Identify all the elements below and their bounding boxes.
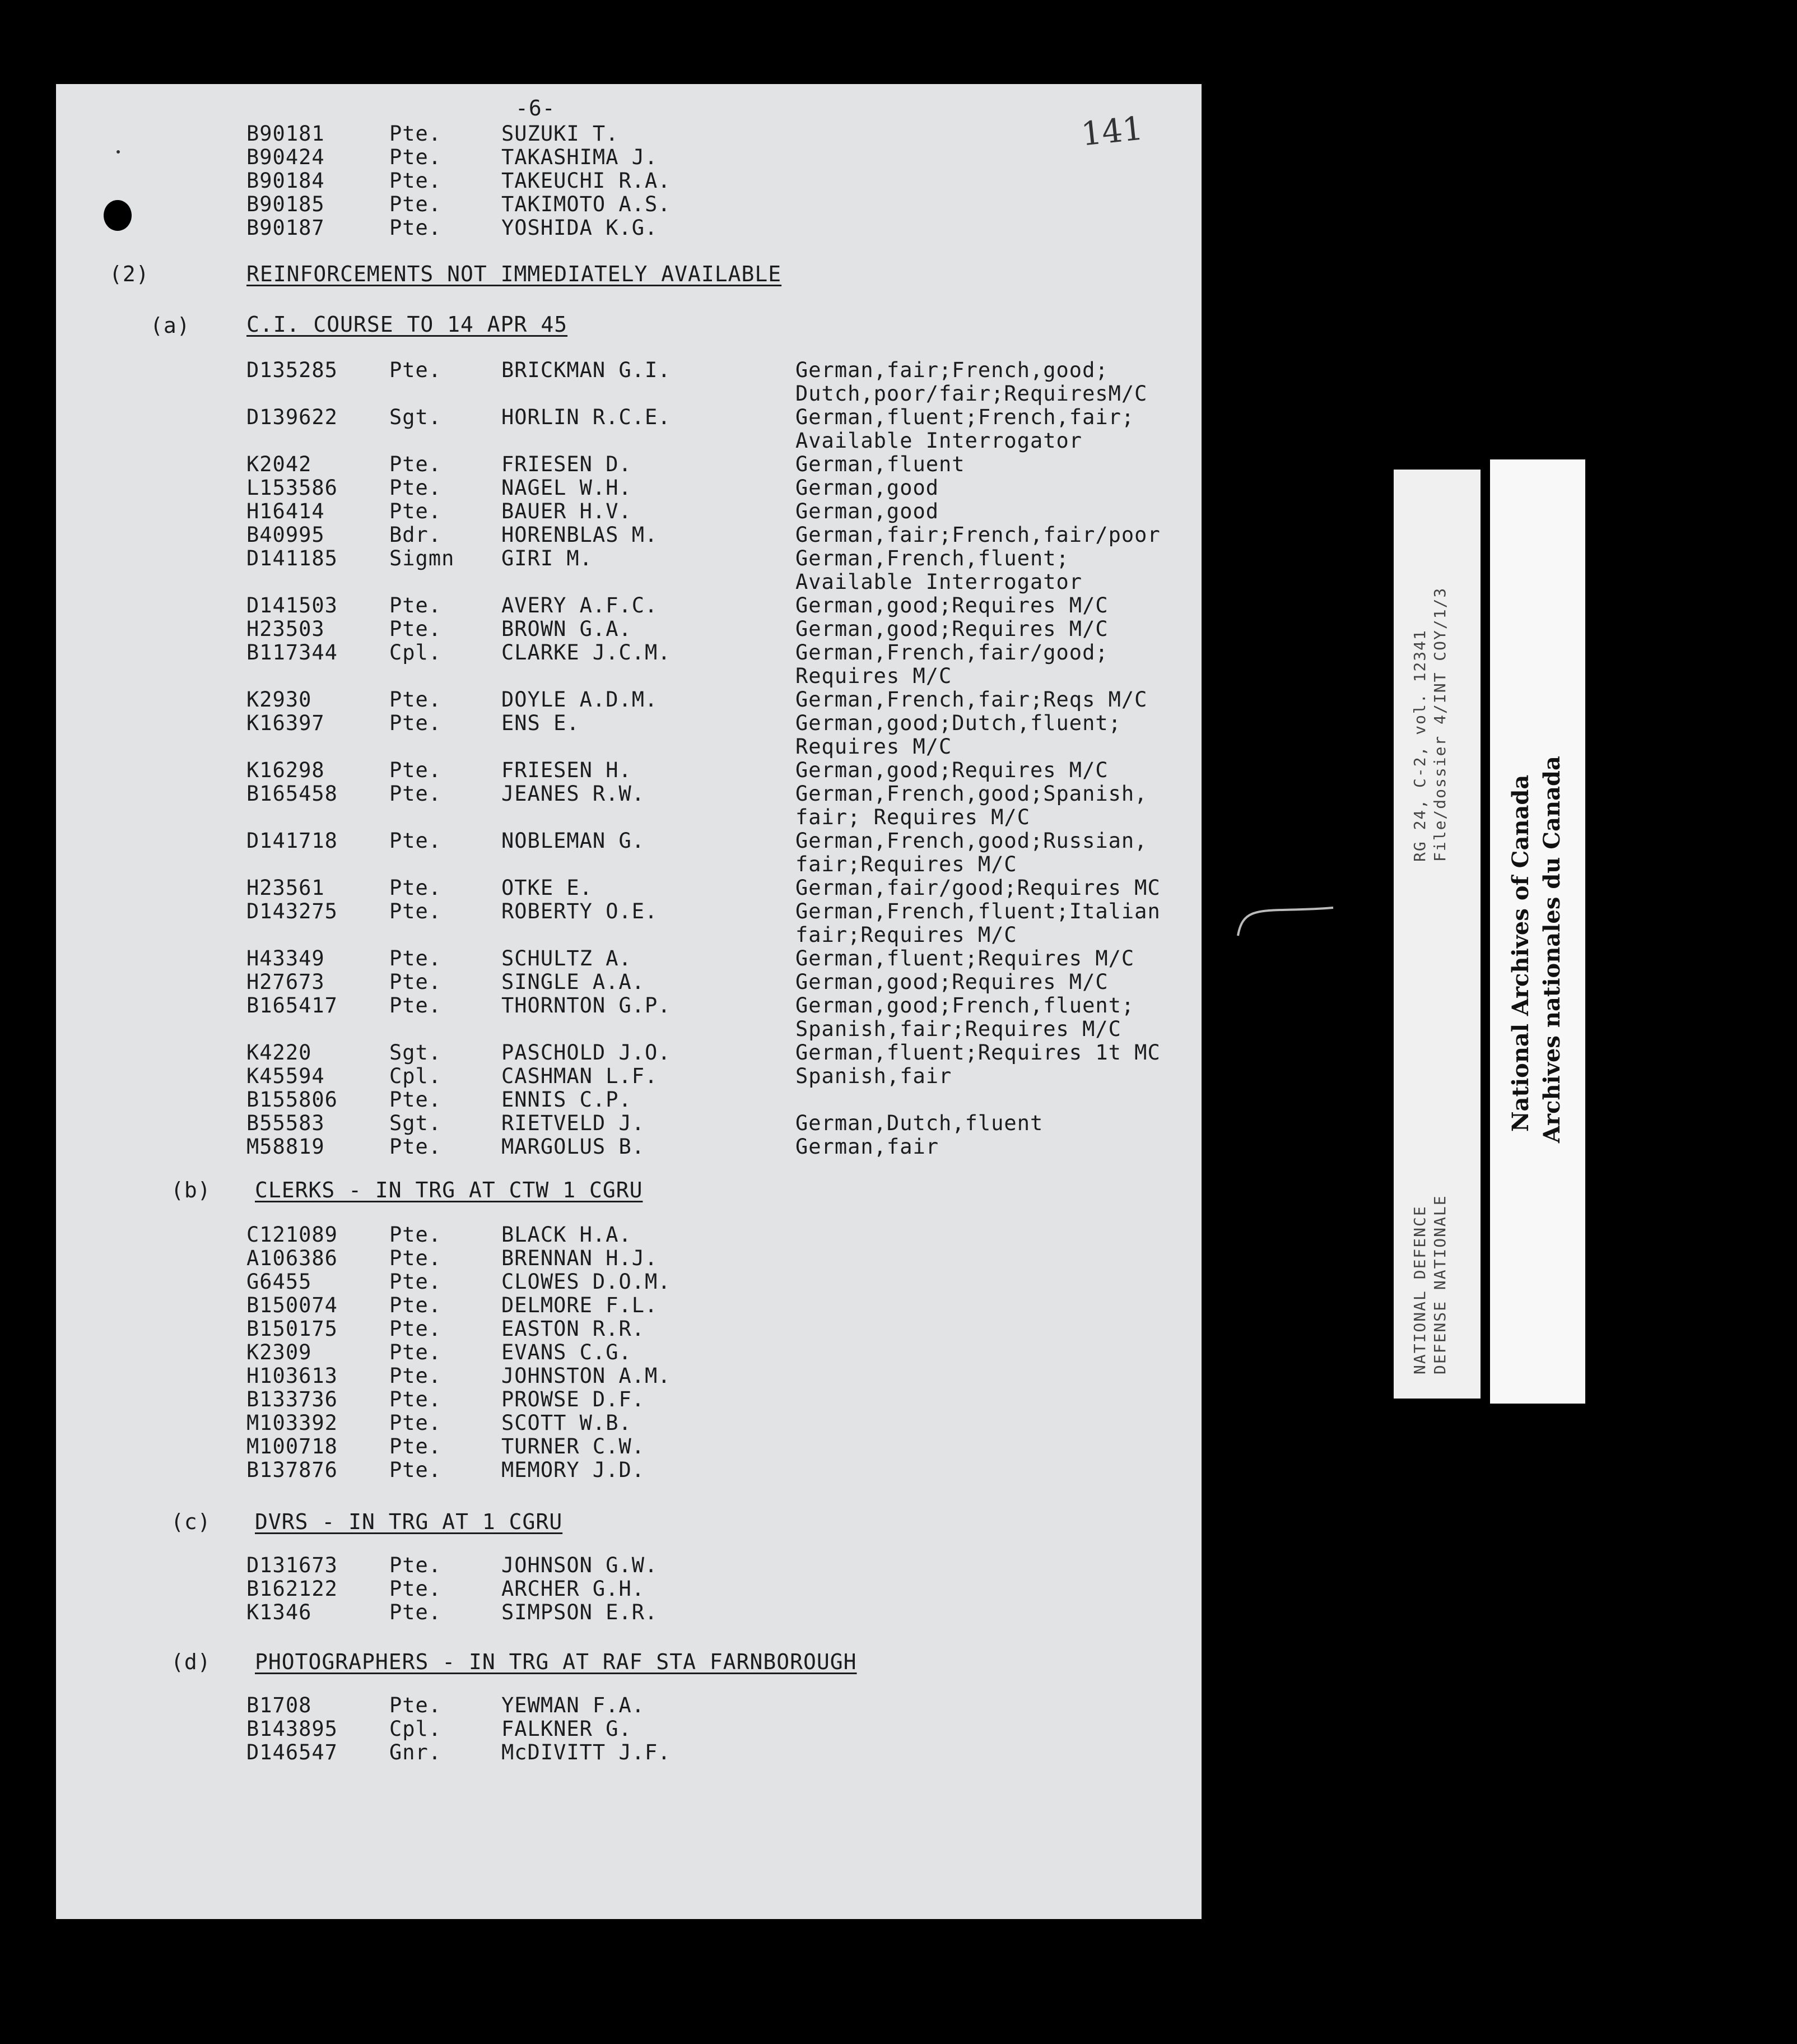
service-number: K16397: [246, 711, 325, 735]
service-number: K45594: [246, 1064, 325, 1088]
rank: Pte.: [389, 876, 442, 900]
reference-line-2: File/dossier 4/INT COY/1/3: [1431, 587, 1449, 862]
personnel-row: [56, 970, 1202, 994]
personnel-row: [56, 358, 1202, 406]
personnel-row: [56, 1554, 1202, 1577]
language-qualifications: German,fluent;French,fair; Available Interrogator: [795, 405, 1135, 453]
service-number: G6455: [246, 1270, 312, 1294]
service-number: B90184: [246, 169, 325, 193]
subsection-a-letter: (a): [150, 313, 190, 338]
rank: Pte.: [389, 122, 442, 146]
service-number: B90187: [246, 216, 325, 240]
person-name: FALKNER G.: [501, 1717, 632, 1741]
language-qualifications: German,French,good;Russian, fair;Requires M/C: [795, 829, 1148, 876]
person-name: HORENBLAS M.: [501, 523, 658, 547]
language-qualifications: German,fluent;Requires 1t MC: [795, 1040, 1161, 1065]
personnel-row: [56, 829, 1202, 876]
archives-name-french: Archives nationales du Canada: [1539, 756, 1565, 1143]
rank: Cpl.: [389, 640, 442, 665]
personnel-row: [56, 476, 1202, 500]
person-name: CLARKE J.C.M.: [501, 640, 671, 665]
rank: Sigmn: [389, 546, 455, 570]
rank: Pte.: [389, 1387, 442, 1411]
person-name: TAKIMOTO A.S.: [501, 192, 671, 216]
section-heading: REINFORCEMENTS NOT IMMEDIATELY AVAILABLE: [246, 262, 782, 286]
person-name: OTKE E.: [501, 876, 593, 900]
person-name: BRENNAN H.J.: [501, 1246, 658, 1270]
service-number: K16298: [246, 758, 325, 782]
service-number: H16414: [246, 499, 325, 523]
personnel-row: [56, 1088, 1202, 1112]
person-name: MARGOLUS B.: [501, 1135, 645, 1159]
personnel-row: [56, 1317, 1202, 1341]
page-number: -6-: [515, 96, 556, 120]
language-qualifications: Spanish,fair: [795, 1064, 952, 1088]
rank: Pte.: [389, 1223, 442, 1247]
rank: Sgt.: [389, 1111, 442, 1135]
section-number: (2): [109, 262, 150, 286]
service-number: B137876: [246, 1458, 338, 1482]
rank: Pte.: [389, 782, 442, 806]
service-number: B90181: [246, 122, 325, 146]
subsection-c-heading: DVRS - IN TRG AT 1 CGRU: [255, 1509, 563, 1534]
rank: Pte.: [389, 499, 442, 523]
rank: Pte.: [389, 1434, 442, 1458]
personnel-row: [56, 899, 1202, 947]
personnel-row: [56, 594, 1202, 617]
personnel-row: [56, 1041, 1202, 1065]
department-line-1: NATIONAL DEFENCE: [1410, 1205, 1429, 1374]
service-number: B133736: [246, 1387, 338, 1411]
rank: Pte.: [389, 1340, 442, 1364]
rank: Pte.: [389, 711, 442, 735]
person-name: HORLIN R.C.E.: [501, 405, 671, 429]
language-qualifications: German,good;Dutch,fluent; Requires M/C: [795, 711, 1121, 759]
person-name: DELMORE F.L.: [501, 1293, 658, 1317]
personnel-row: [56, 122, 1202, 146]
personnel-row: [56, 1458, 1202, 1482]
service-number: H23503: [246, 617, 325, 641]
subsection-b-heading: CLERKS - IN TRG AT CTW 1 CGRU: [255, 1178, 643, 1202]
service-number: D141718: [246, 829, 338, 853]
personnel-row: [56, 523, 1202, 547]
rank: Pte.: [389, 1088, 442, 1112]
service-number: M100718: [246, 1434, 338, 1458]
personnel-row: [56, 688, 1202, 712]
service-number: D139622: [246, 405, 338, 429]
person-name: CASHMAN L.F.: [501, 1064, 658, 1088]
person-name: GIRI M.: [501, 546, 593, 570]
subsection-b-letter: (b): [171, 1178, 211, 1202]
person-name: CLOWES D.O.M.: [501, 1270, 671, 1294]
personnel-row: [56, 1294, 1202, 1317]
service-number: B90424: [246, 145, 325, 169]
language-qualifications: German,good;Requires M/C: [795, 970, 1109, 994]
reference-line-1: RG 24, C-2, vol. 12341: [1410, 629, 1429, 862]
language-qualifications: German,French,fair/good; Requires M/C: [795, 640, 1109, 688]
personnel-row: [56, 1694, 1202, 1717]
personnel-row: [56, 640, 1202, 688]
service-number: B117344: [246, 640, 338, 665]
department-line-2: DEFENSE NATIONALE: [1431, 1195, 1449, 1374]
personnel-row: [56, 1601, 1202, 1624]
scratch-mark: [1232, 896, 1344, 941]
person-name: JOHNSON G.W.: [501, 1553, 658, 1577]
service-number: B143895: [246, 1717, 338, 1741]
archive-reference-strip: [1394, 470, 1481, 1399]
person-name: TURNER C.W.: [501, 1434, 645, 1458]
service-number: H23561: [246, 876, 325, 900]
personnel-row: [56, 947, 1202, 970]
service-number: B40995: [246, 523, 325, 547]
personnel-row: [56, 1341, 1202, 1364]
person-name: RIETVELD J.: [501, 1111, 645, 1135]
personnel-row: [56, 782, 1202, 829]
rank: Pte.: [389, 1293, 442, 1317]
service-number: B162122: [246, 1577, 338, 1601]
person-name: ENS E.: [501, 711, 580, 735]
service-number: C121089: [246, 1223, 338, 1247]
language-qualifications: German,French,fair;Reqs M/C: [795, 687, 1148, 712]
person-name: McDIVITT J.F.: [501, 1740, 671, 1764]
person-name: JOHNSTON A.M.: [501, 1364, 671, 1388]
rank: Bdr.: [389, 523, 442, 547]
person-name: BRICKMAN G.I.: [501, 358, 671, 382]
personnel-row: [56, 500, 1202, 523]
service-number: K2930: [246, 687, 312, 712]
service-number: K2309: [246, 1340, 312, 1364]
person-name: BAUER H.V.: [501, 499, 632, 523]
person-name: BLACK H.A.: [501, 1223, 632, 1247]
service-number: H43349: [246, 946, 325, 970]
personnel-row: [56, 546, 1202, 594]
service-number: L153586: [246, 476, 338, 500]
person-name: ARCHER G.H.: [501, 1577, 645, 1601]
person-name: EASTON R.R.: [501, 1317, 645, 1341]
language-qualifications: German,French,fluent; Available Interrogator: [795, 546, 1083, 594]
handwritten-folio-number: 141: [1079, 109, 1145, 154]
person-name: MEMORY J.D.: [501, 1458, 645, 1482]
person-name: YOSHIDA K.G.: [501, 216, 658, 240]
person-name: AVERY A.F.C.: [501, 593, 658, 617]
personnel-row: [56, 1717, 1202, 1741]
service-number: B150175: [246, 1317, 338, 1341]
language-qualifications: German,good: [795, 499, 939, 523]
service-number: K2042: [246, 452, 312, 476]
service-number: D135285: [246, 358, 338, 382]
service-number: H103613: [246, 1364, 338, 1388]
rank: Pte.: [389, 1317, 442, 1341]
rank: Pte.: [389, 1270, 442, 1294]
language-qualifications: German,fair;French,fair/poor: [795, 523, 1161, 547]
rank: Pte.: [389, 145, 442, 169]
rank: Pte.: [389, 476, 442, 500]
person-name: ENNIS C.P.: [501, 1088, 632, 1112]
personnel-row: [56, 1223, 1202, 1247]
person-name: YEWMAN F.A.: [501, 1693, 645, 1717]
service-number: D143275: [246, 899, 338, 923]
language-qualifications: German,fair: [795, 1135, 939, 1159]
service-number: D141185: [246, 546, 338, 570]
rank: Pte.: [389, 1458, 442, 1482]
rank: Pte.: [389, 617, 442, 641]
personnel-row: [56, 1065, 1202, 1088]
rank: Pte.: [389, 216, 442, 240]
subsection-d-heading: PHOTOGRAPHERS - IN TRG AT RAF STA FARNBOROUGH: [255, 1650, 857, 1674]
personnel-row: [56, 617, 1202, 641]
personnel-row: [56, 1411, 1202, 1435]
person-name: FRIESEN H.: [501, 758, 632, 782]
person-name: FRIESEN D.: [501, 452, 632, 476]
personnel-row: [56, 1435, 1202, 1458]
person-name: THORNTON G.P.: [501, 993, 671, 1018]
rank: Pte.: [389, 1246, 442, 1270]
person-name: TAKEUCHI R.A.: [501, 169, 671, 193]
language-qualifications: German,good;Requires M/C: [795, 593, 1109, 617]
person-name: SCHULTZ A.: [501, 946, 632, 970]
rank: Pte.: [389, 1411, 442, 1435]
service-number: M103392: [246, 1411, 338, 1435]
person-name: PASCHOLD J.O.: [501, 1040, 671, 1065]
service-number: B90185: [246, 192, 325, 216]
subsection-a-heading: C.I. COURSE TO 14 APR 45: [246, 312, 568, 337]
rank: Pte.: [389, 1553, 442, 1577]
personnel-row: [56, 993, 1202, 1041]
service-number: B150074: [246, 1293, 338, 1317]
service-number: A106386: [246, 1246, 338, 1270]
personnel-row: [56, 1112, 1202, 1135]
personnel-row: [56, 1577, 1202, 1601]
person-name: SCOTT W.B.: [501, 1411, 632, 1435]
service-number: B155806: [246, 1088, 338, 1112]
rank: Pte.: [389, 1364, 442, 1388]
rank: Pte.: [389, 1135, 442, 1159]
personnel-row: [56, 1247, 1202, 1270]
language-qualifications: German,good;French,fluent; Spanish,fair;Requires M/C: [795, 993, 1135, 1041]
language-qualifications: German,fluent: [795, 452, 965, 476]
language-qualifications: German,fluent;Requires M/C: [795, 946, 1135, 970]
rank: Pte.: [389, 758, 442, 782]
rank: Gnr.: [389, 1740, 442, 1764]
service-number: D141503: [246, 593, 338, 617]
person-name: SUZUKI T.: [501, 122, 619, 146]
personnel-row: [56, 169, 1202, 193]
person-name: DOYLE A.D.M.: [501, 687, 658, 712]
personnel-row: [56, 146, 1202, 169]
personnel-row: [56, 1135, 1202, 1159]
personnel-row: [56, 1741, 1202, 1764]
rank: Pte.: [389, 452, 442, 476]
person-name: NOBLEMAN G.: [501, 829, 645, 853]
rank: Pte.: [389, 899, 442, 923]
personnel-row: [56, 405, 1202, 453]
subsection-d-letter: (d): [171, 1650, 211, 1674]
rank: Pte.: [389, 593, 442, 617]
rank: Pte.: [389, 1693, 442, 1717]
personnel-row: [56, 453, 1202, 476]
language-qualifications: German,French,good;Spanish, fair; Requires M/C: [795, 782, 1148, 829]
personnel-row: [56, 1388, 1202, 1411]
person-name: EVANS C.G.: [501, 1340, 632, 1364]
rank: Pte.: [389, 1600, 442, 1624]
rank: Pte.: [389, 169, 442, 193]
rank: Sgt.: [389, 1040, 442, 1065]
person-name: BROWN G.A.: [501, 617, 632, 641]
person-name: SIMPSON E.R.: [501, 1600, 658, 1624]
personnel-row: [56, 193, 1202, 216]
person-name: PROWSE D.F.: [501, 1387, 645, 1411]
rank: Pte.: [389, 192, 442, 216]
subsection-c-letter: (c): [171, 1509, 211, 1534]
rank: Pte.: [389, 829, 442, 853]
rank: Pte.: [389, 687, 442, 712]
rank: Pte.: [389, 1577, 442, 1601]
person-name: ROBERTY O.E.: [501, 899, 658, 923]
service-number: H27673: [246, 970, 325, 994]
rank: Sgt.: [389, 405, 442, 429]
service-number: B165417: [246, 993, 338, 1018]
language-qualifications: German,good: [795, 476, 939, 500]
language-qualifications: German,French,fluent;Italian fair;Requires M/C: [795, 899, 1161, 947]
service-number: M58819: [246, 1135, 325, 1159]
service-number: B55583: [246, 1111, 325, 1135]
personnel-row: [56, 216, 1202, 240]
personnel-row: [56, 759, 1202, 782]
rank: Pte.: [389, 993, 442, 1018]
rank: Pte.: [389, 358, 442, 382]
service-number: B165458: [246, 782, 338, 806]
person-name: NAGEL W.H.: [501, 476, 632, 500]
language-qualifications: German,Dutch,fluent: [795, 1111, 1044, 1135]
document-page: [56, 84, 1202, 1919]
language-qualifications: German,fair/good;Requires MC: [795, 876, 1161, 900]
service-number: D146547: [246, 1740, 338, 1764]
rank: Cpl.: [389, 1064, 442, 1088]
service-number: K4220: [246, 1040, 312, 1065]
service-number: B1708: [246, 1693, 312, 1717]
language-qualifications: German,fair;French,good; Dutch,poor/fair;RequiresM/C: [795, 358, 1148, 406]
service-number: K1346: [246, 1600, 312, 1624]
rank: Cpl.: [389, 1717, 442, 1741]
rank: Pte.: [389, 970, 442, 994]
person-name: SINGLE A.A.: [501, 970, 645, 994]
archives-label-strip: [1490, 459, 1585, 1404]
personnel-row: [56, 1270, 1202, 1294]
personnel-row: [56, 876, 1202, 900]
rank: Pte.: [389, 946, 442, 970]
person-name: JEANES R.W.: [501, 782, 645, 806]
language-qualifications: German,good;Requires M/C: [795, 617, 1109, 641]
service-number: D131673: [246, 1553, 338, 1577]
personnel-row: [56, 1364, 1202, 1388]
language-qualifications: German,good;Requires M/C: [795, 758, 1109, 782]
person-name: TAKASHIMA J.: [501, 145, 658, 169]
personnel-row: [56, 711, 1202, 759]
archives-name-english: National Archives of Canada: [1507, 774, 1534, 1132]
